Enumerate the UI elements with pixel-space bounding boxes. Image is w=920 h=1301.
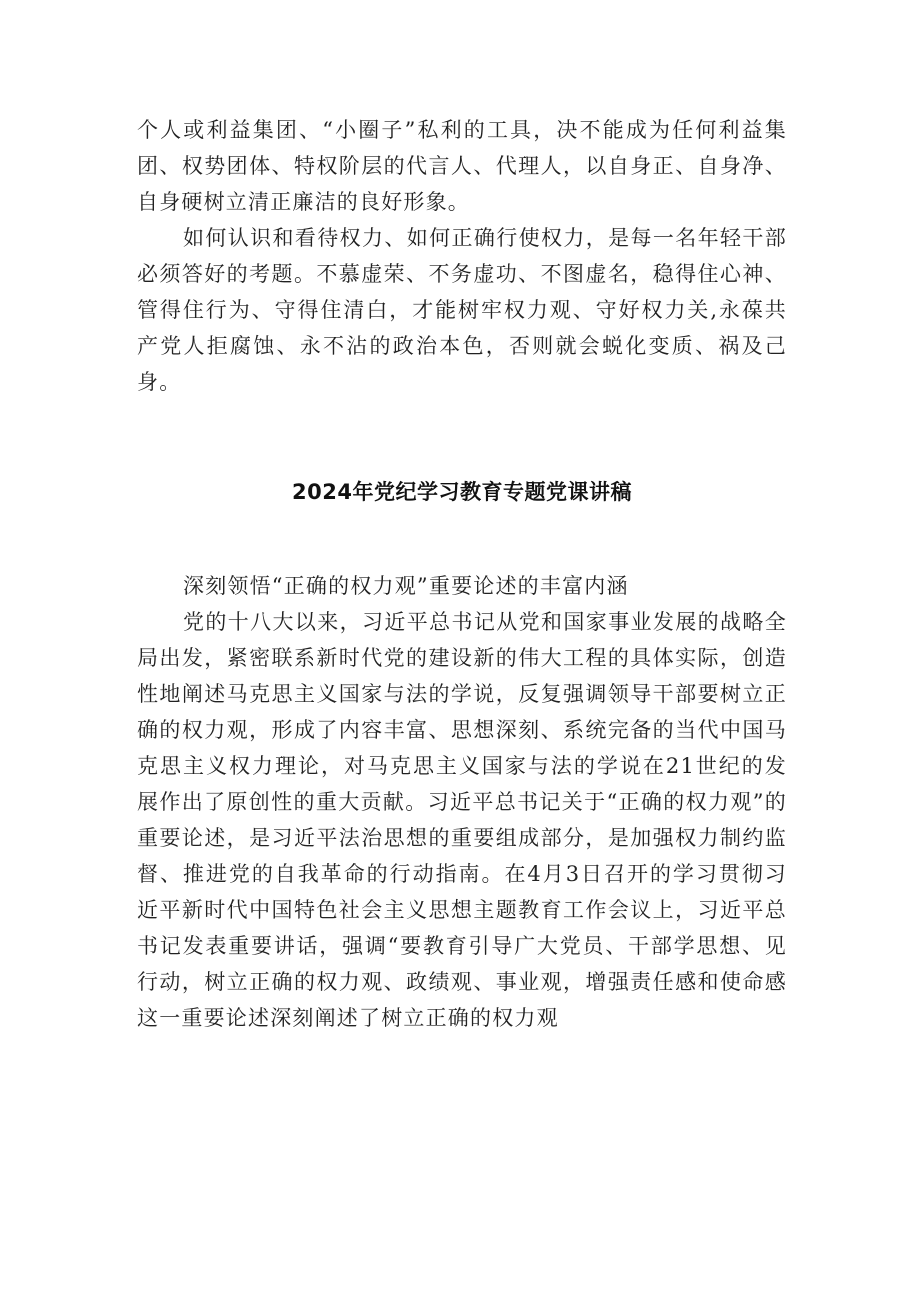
paragraph-power-view: 如何认识和看待权力、如何正确行使权力，是每一名年轻干部必须答好的考题。不慕虚荣、不务虚功、不图虚名，稳得住心神、管得住行为、守得住清白，才能树牢权力观、守好权力关,永葆共产党人拒腐蚀、永不沾的政治本色，否则就会蜕化变质、祸及己身。 [137,226,787,394]
subheading: 深刻领悟“正确的权力观”重要论述的丰富内涵 [183,574,629,598]
section-title: 2024年党纪学习教育专题党课讲稿 [292,480,632,504]
paragraph-since-18th-congress: 党的十八大以来，习近平总书记从党和国家事业发展的战略全局出发，紧密联系新时代党的建设新的伟大工程的具体实际，创造性地阐述马克思主义国家与法的学说，反复强调领导干部要树立正确的权力观，形成了内容丰富、思想深刻、系统完备的当代中国马克思主义权力理论，对马克思主义国家与法的学说在21世纪的发展作出了原创性的重大贡献。习近平总书记关于“正确的权力观”的重要论述，是习近平法治思想的重要组成部分，是加强权力制约监督、推进党的自我革命的行动指南。在4月3日召开的学习贯彻习近平新时代中国特色社会主义思想主题教育工作会议上，习近平总书记发表重要讲话，强调“要教育引导广大党员、干部学思想、见行动，树立正确的权力观、政绩观、事业观，增强责任感和使命感这一重要论述深刻阐述了树立正确的权力观 [137,610,787,1030]
spacer [137,510,787,568]
spacer [137,400,787,474]
document-body [137,112,787,1036]
continuation-paragraph: 个人或利益集团、“小圈子”私利的工具，决不能成为任何利益集团、权势团体、特权阶层的代言人、代理人，以自身正、自身净、自身硬树立清正廉洁的良好形象。 [137,118,787,214]
